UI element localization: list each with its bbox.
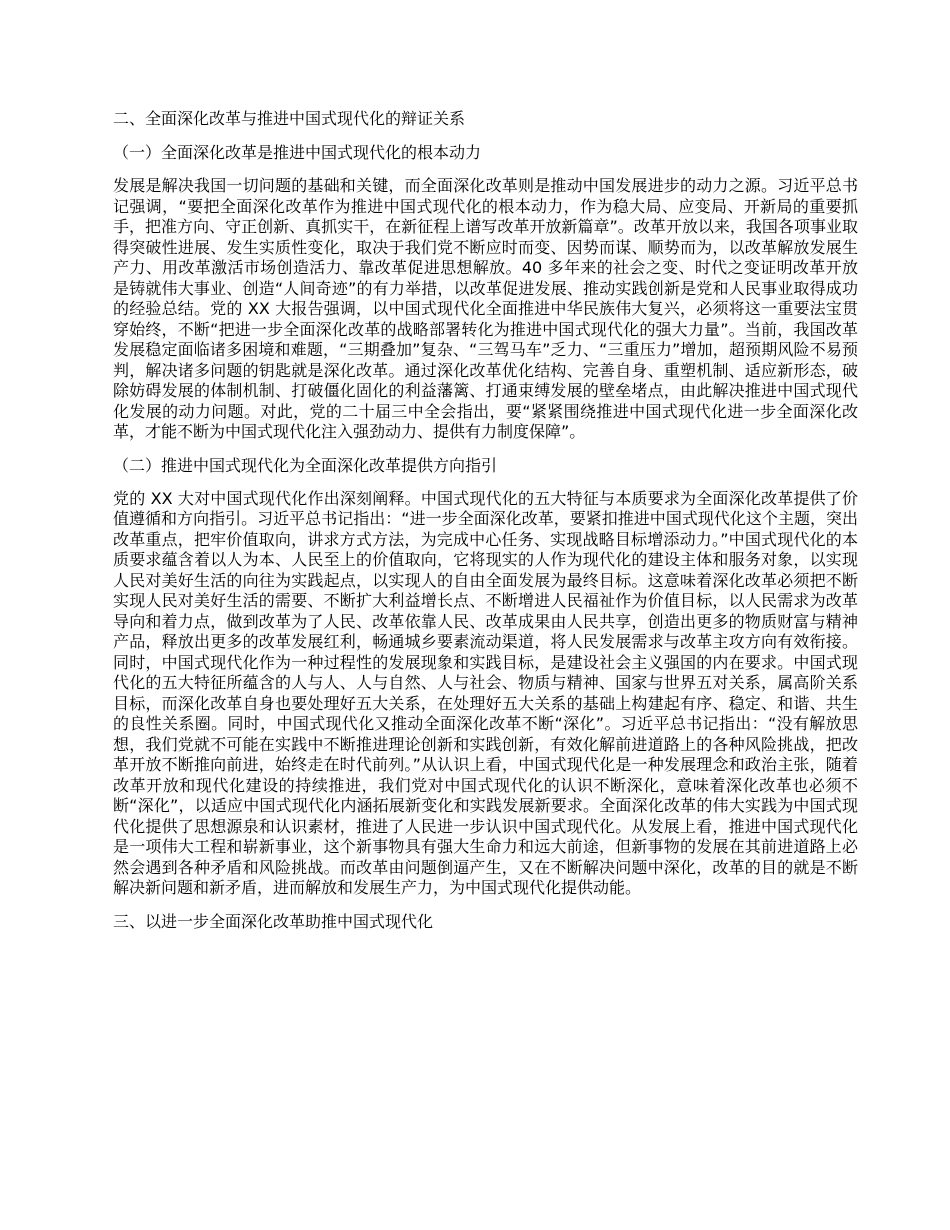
subsection-2-paragraph: 党的 XX 大对中国式现代化作出深刻阐释。中国式现代化的五大特征与本质要求为全面深化改革提供了价值遵循和方向指引。习近平总书记指出：“进一步全面深化改革，要紧扣推进中国式现代化这个主题，突出改革重点，把牢价值取向，讲求方式方法，为完成中心任务、实现战略目标增添动力。”中国式现代化的本质要求蕴含着以人为本、人民至上的价值取向，它将现实的人作为现代化的建设主体和服务对象，以实现人民对美好生活的向往为实践起点，以实现人的自由全面发展为最终目标。这意味着深化改革必须把不断实现人民对美好生活的需要、不断扩大利益增长点、不断增进人民福祉作为价值目标，以人民需求为改革导向和着力点，做到改革为了人民、改革依靠人民、改革成果由人民共享，创造出更多的物质财富与精神产品，释放出更多的改革发展红利，畅通城乡要素流动渠道，将人民发展需求与改革主攻方向有效衔接。同时，中国式现代化作为一种过程性的发展现象和实践目标，是建设社会主义强国的内在要求。中国式现代化的五大特征所蕴含的人与人、人与自然、人与社会、物质与精神、国家与世界五对关系，属高阶关系目标，而深化改革自身也要处理好五大关系，在处理好五大关系的基础上构建起有序、稳定、和谐、共生的良性关系圈。同时，中国式现代化又推动全面深化改革不断“深化”。习近平总书记指出：“没有解放思想，我们党就不可能在实践中不断推进理论创新和实践创新，有效化解前进道路上的各种风险挑战，把改革开放不断推向前进，始终走在时代前列。”从认识上看，中国式现代化是一种发展理念和政治主张，随着改革开放和现代化建设的持续推进，我们党对中国式现代化的认识不断深化，意味着深化改革也必须不断“深化”，以适应中国式现代化内涵拓展新变化和实践发展新要求。全面深化改革的伟大实践为中国式现代化提供了思想源泉和认识素材，推进了人民进一步认识中国式现代化。从发展上看，推进中国式现代化是一项伟大工程和崭新事业，这个新事物具有强大生命力和远大前途，但新事物的发展在其前进道路上必然会遇到各种矛盾和风险挑战。而改革由问题倒逼产生，又在不断解决问题中深化，改革的目的就是不断解决新问题和新矛盾，进而解放和发展生产力，为中国式现代化提供动能。 xyxy=(113,488,858,897)
section-3-heading: 三、以进一步全面深化改革助推中国式现代化 xyxy=(113,911,434,931)
document-page xyxy=(113,108,858,945)
subsection-2-heading: （二）推进中国式现代化为全面深化改革提供方向指引 xyxy=(113,455,498,475)
subsection-1-paragraph: 发展是解决我国一切问题的基础和关键，而全面深化改革则是推动中国发展进步的动力之源。习近平总书记强调，“要把全面深化改革作为推进中国式现代化的根本动力，作为稳大局、应变局、开新局的重要抓手，把准方向、守正创新、真抓实干，在新征程上谱写改革开放新篇章”。改革开放以来，我国各项事业取得突破性进展、发生实质性变化，取决于我们党不断应时而变、因势而谋、顺势而为，以改革解放发展生产力、用改革激活市场创造活力、靠改革促进思想解放。40 多年来的社会之变、时代之变证明改革开放是铸就伟大事业、创造“人间奇迹”的有力举措，以改革促进发展、推动实践创新是党和人民事业取得成功的经验总结。党的 XX 大报告强调，以中国式现代化全面推进中华民族伟大复兴，必须将这一重要法宝贯穿始终，不断“把进一步全面深化改革的战略部署转化为推进中国式现代化的强大力量”。当前，我国改革发展稳定面临诸多困境和难题，“三期叠加”复杂、“三驾马车”乏力、“三重压力”增加，超预期风险不易预判，解决诸多问题的钥匙就是深化改革。通过深化改革优化结构、完善自身、重塑机制、适应新形态，破除妨碍发展的体制机制、打破僵化固化的利益藩篱、打通束缚发展的壁垒堵点，由此解决推进中国式现代化发展的动力问题。对此，党的二十届三中全会指出，要“紧紧围绕推进中国式现代化进一步全面深化改革，才能不断为中国式现代化注入强劲动力、提供有力制度保障”。 xyxy=(113,176,858,441)
subsection-1-heading: （一）全面深化改革是推进中国式现代化的根本动力 xyxy=(113,143,482,162)
section-2-heading: 二、全面深化改革与推进中国式现代化的辩证关系 xyxy=(113,109,466,128)
